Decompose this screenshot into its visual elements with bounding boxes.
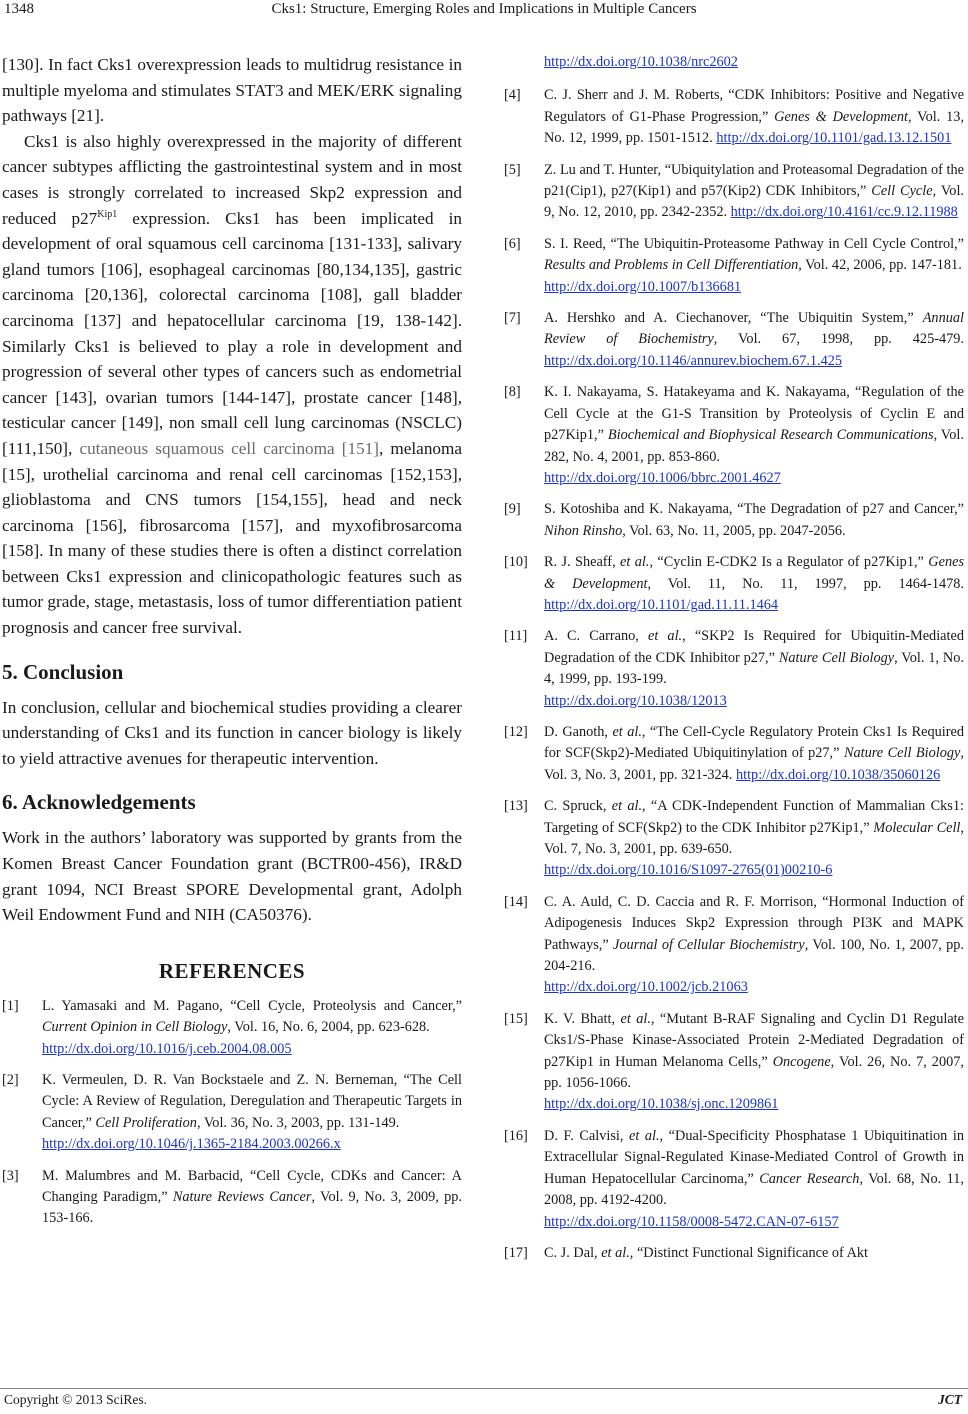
- reference-body: [544, 382, 964, 489]
- reference-number: [4]: [504, 87, 521, 104]
- doi-link[interactable]: http://dx.doi.org/10.1006/bbrc.2001.4627: [544, 469, 781, 486]
- reference-body: [544, 234, 964, 298]
- reference-title: , “A CDK-Independent Function of Mammalian Cks1: Targeting of SCF(Skp2) to the CDK Inhibitor p27Kip1,”: [544, 798, 964, 836]
- doi-link[interactable]: http://dx.doi.org/10.4161/cc.9.12.11988: [730, 204, 958, 221]
- reference-et-al: et al.: [612, 723, 642, 740]
- reference-body: [544, 160, 964, 224]
- reference-number: [11]: [504, 628, 528, 645]
- paragraph-text: Cks1 is also highly overexpressed in the majority of different cancer subtypes afflicting the gastrointestinal system and in most cases is strongly correlated to increased Skp2 expression and reduced p27: [2, 131, 462, 228]
- paragraph-text: , melanoma [15], urothelial carcinoma and renal cell carcinomas [152,153], glioblastoma and CNS tumors [154,155], head and neck carcinoma [156], fibrosarcoma [157], and myxofibrosarcoma [158]. In many of these studies there is often a distinct correlation between Cks1 expression and clinicopathologic features such as tumor grade, stage, metastasis, loss of tumor differentiation patient prognosis and cancer free survival.: [2, 438, 462, 638]
- reference-authors-title: D. F. Calvisi,: [544, 1127, 629, 1144]
- reference-title: , “Cyclin E-CDK2 Is a Regulator of p27Kip1,”: [649, 554, 929, 571]
- reference-body: [544, 85, 964, 149]
- reference-list-left: [2, 996, 462, 1230]
- journal-code: JCT: [937, 1392, 962, 1407]
- reference-title: , “Distinct Functional Significance of Akt: [629, 1244, 869, 1261]
- reference-authors-title: A. C. Carrano,: [544, 628, 648, 645]
- reference-authors-title: R. J. Sheaff,: [544, 554, 621, 571]
- reference-number: [2]: [2, 1072, 19, 1089]
- reference-title: , “Mutant B-RAF Signaling and Cyclin D1 Regulate Cks1/S-Phase Kinase-Associated Protein 2-Mediated Degradation of p27Kip1 in Human Melanoma Cells,”: [544, 1010, 964, 1070]
- reference-authors-title: K. Vermeulen, D. R. Van Bockstaele and Z. N. Berneman, “The Cell Cycle: A Review of Regulation, Deregulation and Therapeutic Targets in Cancer,”: [42, 1072, 462, 1131]
- reference-authors-title: A. Hershko and A. Ciechanover, “The Ubiquitin System,”: [544, 310, 923, 327]
- reference-et-al: et al.: [628, 1127, 660, 1144]
- reference-authors-title: C. A. Auld, C. D. Caccia and R. F. Morrison, “Hormonal Induction of Adipogenesis Induces Skp2 Expression through PI3K and MAPK Pathways,”: [544, 893, 964, 953]
- reference-title: , “Dual-Specificity Phosphatase 1 Ubiquitination in Extracellular Signal-Regulated Kinase-Mediated Control of Growth in Human Hepatocellular Carcinoma,”: [544, 1127, 964, 1187]
- reference-item: [504, 1009, 964, 1116]
- reference-details: , Vol. 16, No. 6, 2004, pp. 623-628.: [227, 1019, 430, 1036]
- reference-body: [42, 996, 462, 1060]
- reference-details: , Vol. 282, No. 4, 2001, pp. 853-860.: [544, 427, 964, 465]
- reference-list-right: [504, 85, 964, 1264]
- reference-title: , “The Cell-Cycle Regulatory Protein Cks1 Is Required for SCF(Skp2)-Mediated Ubiquitinylation of p27,”: [544, 723, 964, 762]
- superscript-kip1: Kip1: [97, 208, 118, 220]
- reference-body: [544, 1243, 964, 1264]
- section-title-acknowledgements: 6. Acknowledgements: [2, 790, 196, 815]
- reference-item: [2, 1166, 462, 1230]
- reference-details: , Vol. 63, No. 11, 2005, pp. 2047-2056.: [622, 522, 846, 539]
- reference-item: [504, 499, 964, 542]
- reference-journal: Biochemical and Biophysical Research Communications: [607, 427, 934, 444]
- reference-details: , Vol. 9, No. 12, 2010, pp. 2342-2352.: [544, 183, 964, 221]
- reference-details: , Vol. 7, No. 3, 2001, pp. 639-650.: [544, 819, 964, 857]
- reference-authors-title: C. J. Dal,: [544, 1244, 602, 1261]
- reference-journal: Cell Proliferation: [95, 1114, 197, 1131]
- references-title: REFERENCES: [158, 958, 306, 983]
- reference-number: [8]: [504, 384, 521, 401]
- conclusion-text: In conclusion, cellular and biochemical studies providing a clearer understanding of Cks1 and its function in cancer biology is likely to yield attractive avenues for therapeutic intervention.: [2, 697, 462, 768]
- reference-journal: Nature Cell Biology: [778, 649, 895, 666]
- copyright-notice: Copyright © 2013 SciRes.: [4, 1392, 148, 1407]
- doi-link[interactable]: http://dx.doi.org/10.1038/12013: [544, 692, 727, 709]
- reference-authors-title: C. Spruck,: [544, 798, 612, 815]
- paragraph-cancer-subtypes: [2, 129, 462, 641]
- reference-item: [504, 382, 964, 489]
- reference-number: [14]: [504, 893, 528, 910]
- reference-item: [504, 722, 964, 786]
- reference-authors-title: K. I. Nakayama, S. Hatakeyama and K. Nakayama, “Regulation of the Cell Cycle at the G1-S Transition by Proteolysis of Cyclin E and p27Kip1,”: [544, 384, 964, 444]
- doi-link[interactable]: http://dx.doi.org/10.1046/j.1365-2184.2003.00266.x: [42, 1136, 341, 1153]
- acknowledgements-text: Work in the authors’ laboratory was supported by grants from the Komen Breast Cancer Foundation grant (BCTR00-456), IR&D grant 1094, NCI Breast SPORE Developmental grant, Adolph Weil Endowment Fund and NIH (CA50376).: [2, 828, 462, 925]
- doi-link[interactable]: http://dx.doi.org/10.1002/jcb.21063: [544, 979, 748, 996]
- reference-authors-title: L. Yamasaki and M. Pagano, “Cell Cycle, Proteolysis and Cancer,”: [42, 997, 462, 1014]
- reference-number: [9]: [504, 501, 521, 518]
- reference-body: [544, 552, 964, 616]
- reference-details: , Vol. 26, No. 7, 2007, pp. 1056-1066.: [544, 1053, 964, 1092]
- reference-journal: Nature Reviews Cancer: [172, 1189, 312, 1206]
- doi-link[interactable]: http://dx.doi.org/10.1101/gad.11.11.1464: [544, 596, 779, 613]
- reference-number: [6]: [504, 235, 521, 252]
- reference-journal: Annual Review of Biochemistry: [544, 310, 964, 348]
- reference-journal: Cancer Research: [759, 1170, 860, 1187]
- doi-link[interactable]: http://dx.doi.org/10.1158/0008-5472.CAN-07-6157: [544, 1213, 839, 1230]
- reference-journal: Genes & Development: [544, 554, 965, 592]
- reference-journal: Journal of Cellular Biochemistry: [613, 936, 805, 953]
- reference-item: [2, 1070, 462, 1156]
- reference-item: [504, 626, 964, 712]
- left-column: [2, 52, 462, 1240]
- reference-details: , Vol. 9, No. 3, 2009, pp. 153-166.: [42, 1189, 462, 1227]
- reference-item: [504, 1243, 964, 1264]
- reference-number: [5]: [504, 161, 521, 178]
- page-number: 1348: [4, 1, 34, 17]
- right-column: [504, 52, 964, 1274]
- reference-item: [504, 1126, 964, 1233]
- doi-link[interactable]: http://dx.doi.org/10.1007/b136681: [544, 278, 742, 295]
- reference-journal: Current Opinion in Cell Biology: [42, 1019, 228, 1036]
- reference-item: [504, 160, 964, 224]
- reference-et-al: et al.: [620, 554, 650, 571]
- reference-item: [504, 234, 964, 298]
- reference-authors-title: Z. Lu and T. Hunter, “Ubiquitylation and Proteasomal Degradation of the p21(Cip1), p27(Kip1) and p57(Kip2) CDK Inhibitors,”: [544, 161, 964, 200]
- doi-link[interactable]: http://dx.doi.org/10.1038/nrc2602: [544, 54, 738, 70]
- running-title: Cks1: Structure, Emerging Roles and Implications in Multiple Cancers: [271, 1, 697, 17]
- reference-body: [544, 796, 964, 882]
- reference-details: , Vol. 11, No. 11, 1997, pp. 1464-1478.: [647, 575, 964, 592]
- reference-details: , Vol. 1, No. 4, 1999, pp. 193-199.: [544, 649, 964, 688]
- doi-link[interactable]: http://dx.doi.org/10.1146/annurev.biochem.67.1.425: [544, 352, 843, 369]
- page-footer: [0, 1388, 968, 1412]
- reference-title: , “SKP2 Is Required for Ubiquitin-Mediated Degradation of the CDK Inhibitor p27,”: [544, 628, 964, 666]
- reference-journal: Genes & Development: [774, 108, 909, 125]
- reference-details: , Vol. 100, No. 1, 2007, pp. 204-216.: [544, 936, 964, 975]
- reference-body: [544, 1126, 964, 1233]
- reference-authors-title: S. Kotoshiba and K. Nakayama, “The Degradation of p27 and Cancer,”: [544, 501, 964, 518]
- reference-number: [17]: [504, 1244, 528, 1261]
- page-header: [0, 0, 968, 30]
- reference-authors-title: M. Malumbres and M. Barbacid, “Cell Cycle, CDKs and Cancer: A Changing Paradigm,”: [42, 1167, 462, 1206]
- reference-journal: Nihon Rinsho: [544, 522, 623, 539]
- reference-body: [42, 1166, 462, 1230]
- reference-number: [15]: [504, 1010, 528, 1027]
- reference-details: , Vol. 42, 2006, pp. 147-181.: [798, 257, 962, 274]
- doi-link[interactable]: http://dx.doi.org/10.1101/gad.13.12.1501: [716, 130, 952, 147]
- reference-details: , Vol. 3, No. 3, 2001, pp. 321-324.: [544, 745, 964, 783]
- reference-number: [10]: [504, 554, 528, 571]
- section-title-conclusion: 5. Conclusion: [2, 659, 124, 684]
- reference-et-al: et al.: [648, 628, 683, 645]
- reference-number: [16]: [504, 1127, 528, 1144]
- reference-authors-title: C. J. Sherr and J. M. Roberts, “CDK Inhibitors: Positive and Negative Regulators of G1-Phase Progression,”: [544, 87, 964, 125]
- reference-number: [7]: [504, 310, 521, 327]
- reference-journal: Nature Cell Biology: [843, 745, 961, 762]
- reference-item: [504, 85, 964, 149]
- reference-details: , Vol. 68, No. 11, 2008, pp. 4192-4200.: [544, 1170, 964, 1209]
- reference-authors-title: D. Ganoth,: [544, 723, 613, 740]
- reference-body: [544, 892, 964, 999]
- reference-item: [504, 308, 964, 372]
- reference-journal: Oncogene: [772, 1053, 831, 1070]
- reference-body: [544, 1009, 964, 1116]
- doi-link[interactable]: http://dx.doi.org/10.1016/S1097-2765(01)00210-6: [544, 862, 833, 879]
- reference-item: [504, 892, 964, 999]
- reference-details: , Vol. 13, No. 12, 1999, pp. 1501-1512.: [544, 108, 965, 147]
- reference-details: , Vol. 67, 1998, pp. 425-479.: [713, 331, 964, 348]
- reference-et-al: et al.: [601, 1244, 630, 1261]
- reference-body: [544, 626, 964, 712]
- reference-body: [42, 1070, 462, 1156]
- reference-body: [544, 722, 964, 786]
- reference-journal: Molecular Cell: [873, 819, 961, 836]
- doi-link[interactable]: http://dx.doi.org/10.1038/35060126: [735, 766, 941, 783]
- reference-journal: Results and Problems in Cell Differentiation: [544, 257, 799, 274]
- reference-item: [504, 552, 964, 616]
- reference-continued: [504, 52, 964, 73]
- reference-number: [12]: [504, 723, 528, 740]
- faded-text: cutaneous squamous cell carcinoma [151]: [79, 438, 379, 458]
- reference-authors-title: S. I. Reed, “The Ubiquitin-Proteasome Pathway in Cell Cycle Control,”: [544, 235, 964, 252]
- reference-et-al: et al.: [620, 1010, 651, 1027]
- reference-number: [13]: [504, 798, 528, 815]
- reference-body: [544, 308, 964, 372]
- reference-journal: Cell Cycle: [871, 183, 933, 200]
- reference-body: [544, 499, 964, 542]
- reference-number: [1]: [2, 997, 19, 1014]
- reference-authors-title: K. V. Bhatt,: [544, 1010, 621, 1027]
- doi-link[interactable]: http://dx.doi.org/10.1038/sj.onc.1209861: [544, 1096, 779, 1113]
- reference-details: , Vol. 36, No. 3, 2003, pp. 131-149.: [196, 1114, 400, 1131]
- doi-link[interactable]: http://dx.doi.org/10.1016/j.ceb.2004.08.005: [42, 1040, 292, 1057]
- paragraph-continued: [130]. In fact Cks1 overexpression leads to multidrug resistance in multiple myeloma and stimulates STAT3 and MEK/ERK signaling pathways [21].: [2, 55, 462, 126]
- paragraph-text: expression. Cks1 has been implicated in development of oral squamous cell carcinoma [131-133], salivary gland tumors [106], esophageal carcinomas [80,134,135], gastric carcinoma [20,136], colorectal carcinoma [108], gall bladder carcinoma [137] and hepatocellular carcinoma [19, 138-142]. Similarly Cks1 is believed to play a role in development and progression of several other types of cancers such as endometrial cancer [143], ovarian tumors [144-147], prostate cancer [148], testicular cancer [149], non small cell lung carcinomas (NSCLC) [111,150],: [2, 208, 462, 458]
- reference-et-al: et al.: [611, 798, 643, 815]
- reference-item: [504, 796, 964, 882]
- reference-item: [2, 996, 462, 1060]
- reference-number: [3]: [2, 1167, 19, 1184]
